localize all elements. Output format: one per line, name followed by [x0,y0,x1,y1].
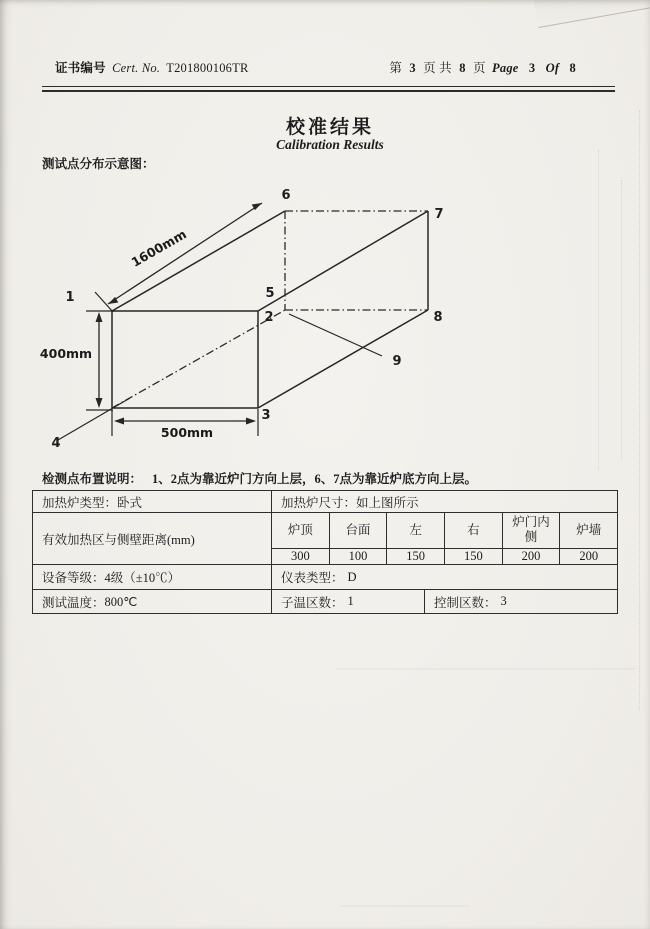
furnace-size-cell [271,491,617,512]
height-dimension [40,311,113,410]
distance-header-row [272,513,617,548]
point-label-3: 3 [261,408,271,423]
scan-streak [639,110,641,710]
page-total: 8 [459,61,466,75]
diagram-caption: 测试点分布示意图： [42,157,155,171]
table-row [33,491,617,512]
furnace-size-value: 如上图所示 [356,495,419,510]
length-dimension [108,203,262,304]
test-temp-value: 800℃ [104,594,138,609]
distance-value-deck: 100 [329,549,387,564]
page-title-en: Calibration Results [276,137,384,152]
furnace-type-cell [33,491,271,512]
spec-table [32,490,618,614]
page-zh-2: 页 共 [423,61,452,75]
distance-value-left: 150 [386,549,444,564]
table-row [33,564,617,589]
instrument-type-cell [271,565,617,589]
page-zh-1: 第 [389,61,403,75]
device-grade-cell [33,565,271,589]
test-temp-cell [33,590,271,613]
point-label-6: 6 [281,188,291,203]
instrument-type-label: 仪表类型： [281,571,344,585]
distance-header-wall: 炉墙 [559,513,617,548]
cert-number: T201800106TR [166,61,249,75]
zone-distance-label-cell: 有效加热区与侧壁距离(mm) [42,532,195,547]
zone-distance-grid [271,513,617,564]
distance-value-top: 300 [290,548,310,563]
point-label-8: 8 [433,310,443,325]
distance-value-right: 150 [444,549,502,564]
furnace-type-value: 卧式 [117,495,143,510]
table-row [33,512,617,564]
page-en-of: Of [545,61,560,75]
control-zone-value: 3 [500,594,507,608]
note-label: 检测点布置说明： [42,472,143,486]
label-leader-lines [58,292,382,440]
cert-label-en: Cert. No. [112,61,161,75]
point-label-2: 2 [264,310,274,325]
distance-header-deck: 台面 [329,513,387,548]
page-number: 3 [409,61,416,75]
control-zone-cell [424,590,617,613]
test-temp-label: 测试温度： [42,595,105,610]
page-zh-3: 页 [473,61,486,75]
sub-zone-value: 1 [347,594,354,608]
note-line [42,469,477,487]
point-label-5: 5 [265,286,275,301]
control-zone-label: 控制区数： [434,595,497,610]
point-label-9: 9 [392,354,402,369]
distance-header-top: 炉顶 [287,522,313,537]
sub-zone-cell [271,590,424,613]
scan-smudge [340,905,470,907]
point-label-7: 7 [434,207,444,222]
instrument-type-value: D [347,569,357,584]
scan-streak [598,150,600,470]
page-en-label: Page [492,61,519,75]
table-row [33,589,617,613]
furnace-size-label: 加热炉尺寸： [281,495,357,510]
distance-header-left: 左 [386,513,444,548]
width-dimension [112,409,258,440]
width-dimension-label: 500mm [160,425,214,440]
length-dimension-label: 1600mm [128,226,189,270]
page-title-zh: 校准结果 [285,117,374,138]
distance-value-row [272,548,617,564]
device-grade-value: 4级（±10℃） [104,571,181,585]
point-label-1: 1 [65,290,75,305]
furnace-type-label: 加热炉类型： [42,495,118,510]
point-label-4: 4 [51,436,61,451]
page-en-number: 3 [528,61,536,75]
height-dimension-label: 400mm [39,346,93,361]
distance-value-door-inner: 200 [502,549,560,564]
note-text: 1、2点为靠近炉门方向上层，6、7点为靠近炉底方向上层。 [152,472,478,486]
device-grade-label: 设备等级： [42,571,105,585]
distance-value-wall: 200 [559,549,617,564]
distance-header-right: 右 [444,513,502,548]
sub-zone-label: 子温区数： [281,595,344,610]
distance-header-door-inner: 炉门内侧 [502,513,560,548]
scan-streak [621,180,623,460]
scan-smudge [335,668,635,670]
page-en-total: 8 [569,61,576,75]
cert-label: 证书编号 [55,61,106,75]
test-point-labels [51,188,443,451]
